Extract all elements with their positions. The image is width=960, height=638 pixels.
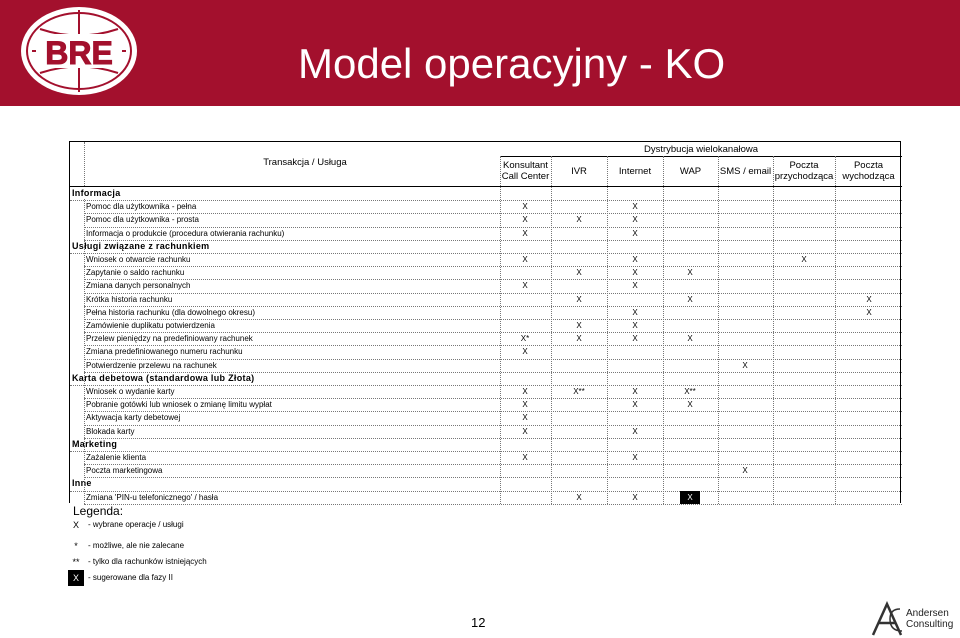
mark-cell: X — [632, 215, 638, 225]
row-label: Informacja o produkcie (procedura otwierania rachunku) — [86, 228, 285, 238]
mark-cell: X — [632, 400, 638, 410]
bre-logo-text: BRE — [45, 35, 113, 71]
section-rule — [70, 385, 902, 386]
row-label: Wniosek o wydanie karty — [86, 387, 175, 396]
column-rule — [663, 156, 664, 504]
label-column-rule — [84, 142, 85, 186]
mark-cell: X — [866, 294, 872, 304]
section-title: Inne — [72, 478, 92, 489]
row-rule — [84, 504, 902, 505]
row-rule — [84, 464, 902, 465]
column-header-4 — [663, 166, 718, 177]
mark-cell: X — [632, 387, 638, 396]
mark-cell: X** — [684, 387, 696, 396]
mark-cell: X — [522, 228, 528, 238]
column-header-6 — [773, 160, 835, 182]
mark-cell: X — [680, 491, 700, 504]
column-header-line: IVR — [571, 166, 587, 177]
mark-cell: X — [576, 321, 582, 330]
row-rule — [84, 411, 902, 412]
section-title: Usługi związane z rachunkiem — [72, 240, 210, 251]
mark-cell: X — [632, 202, 638, 212]
row-rule — [84, 438, 902, 439]
column-header-7 — [835, 160, 902, 182]
row-label: Zmiana 'PIN-u telefonicznego' / hasła — [86, 492, 219, 502]
column-header-line: SMS / email — [719, 166, 772, 177]
row-label: Krótka historia rachunku — [86, 294, 173, 304]
mark-cell: X — [687, 400, 693, 410]
legend-symbol: * — [74, 541, 78, 551]
section-rule — [70, 253, 902, 254]
group-header-rule — [500, 156, 902, 157]
row-label: Przelew pieniędzy na predefiniowany rachunek — [86, 334, 253, 344]
mark-cell: X — [522, 400, 528, 410]
mark-cell: X — [522, 215, 528, 225]
mark-cell: X — [576, 334, 582, 344]
operations-matrix — [69, 141, 901, 503]
legend-symbol: X — [68, 570, 84, 586]
row-label: Pomoc dla użytkownika - pełna — [86, 202, 197, 212]
row-label: Zapytanie o saldo rachunku — [86, 268, 185, 278]
mark-cell: X — [632, 228, 638, 238]
mark-cell: X — [687, 294, 693, 304]
row-rule — [84, 266, 902, 267]
mark-cell: X — [576, 492, 582, 502]
mark-cell: X — [632, 307, 638, 317]
mark-cell: X — [632, 321, 638, 330]
column-header-line: przychodząca — [774, 171, 834, 182]
section-title: Informacja — [72, 188, 121, 198]
column-header-5 — [718, 166, 773, 177]
row-rule — [84, 213, 902, 214]
row-rule — [84, 477, 902, 478]
section-rule — [70, 451, 902, 452]
column-header-line: WAP — [679, 166, 702, 177]
mark-cell: X — [687, 268, 693, 278]
mark-cell: X — [632, 453, 638, 462]
section-title: Marketing — [72, 438, 118, 449]
corner-label: Transakcja / Usługa — [263, 157, 347, 168]
legend-title: Legenda: — [73, 504, 124, 518]
mark-cell: X — [522, 426, 528, 436]
andersen-consulting-brand — [906, 608, 953, 630]
row-label: Pobranie gotówki lub wniosek o zmianę limitu wypłat — [86, 400, 272, 410]
column-header-line: Internet — [618, 166, 652, 177]
row-label: Blokada karty — [86, 426, 135, 436]
mark-cell: X** — [573, 387, 585, 396]
legend-text: - sugerowane dla fazy II — [88, 573, 173, 582]
row-label: Aktywacja karty debetowej — [86, 413, 181, 423]
row-label: Pełna historia rachunku (dla dowolnego okresu) — [86, 307, 255, 317]
column-header-2 — [551, 166, 607, 177]
mark-cell: X — [632, 255, 638, 264]
mark-cell: X — [632, 334, 638, 344]
row-label: Zmiana danych personalnych — [86, 281, 191, 291]
page-title: Model operacyjny - KO — [298, 40, 726, 87]
column-rule — [718, 156, 719, 504]
column-header-3 — [607, 166, 663, 177]
mark-cell: X — [522, 281, 528, 291]
title-banner — [0, 0, 960, 106]
page-number: 12 — [471, 615, 486, 630]
mark-cell: X — [632, 492, 638, 502]
mark-cell: X — [632, 268, 638, 278]
mark-cell: X — [866, 307, 872, 317]
header-rule — [70, 186, 902, 187]
row-rule — [84, 425, 902, 426]
legend-text: - możliwe, ale nie zalecane — [88, 541, 185, 550]
legend-text: - tylko dla rachunków istniejących — [88, 557, 207, 566]
row-label: Zmiana predefiniowanego numeru rachunku — [86, 347, 243, 357]
row-rule — [84, 279, 902, 280]
column-rule — [551, 156, 552, 504]
row-label: Zamówienie duplikatu potwierdzenia — [86, 321, 215, 330]
row-label: Wniosek o otwarcie rachunku — [86, 255, 191, 264]
mark-cell: X* — [520, 334, 530, 344]
mark-cell: X — [632, 426, 638, 436]
column-rule — [773, 156, 774, 504]
row-rule — [84, 293, 902, 294]
mark-cell: X — [522, 453, 528, 462]
legend-symbol: ** — [72, 557, 80, 567]
column-header-1 — [500, 160, 551, 182]
column-rule — [607, 156, 608, 504]
mark-cell: X — [742, 360, 748, 370]
brand-line-2: Consulting — [906, 619, 954, 630]
bre-logo-icon — [18, 4, 140, 98]
mark-cell: X — [687, 334, 693, 344]
column-rule — [835, 156, 836, 504]
column-header-line: Poczta — [789, 160, 819, 171]
column-header-line: Poczta — [853, 160, 884, 171]
mark-cell: X — [522, 387, 528, 396]
section-title: Karta debetowa (standardowa lub Złota) — [72, 372, 255, 383]
row-indent-rule — [84, 199, 85, 504]
row-label: Pomoc dla użytkownika - prosta — [86, 215, 199, 225]
mark-cell: X — [632, 281, 638, 291]
row-label: Potwierdzenie przelewu na rachunek — [86, 360, 217, 370]
mark-cell: X — [742, 466, 748, 476]
legend-text: - wybrane operacje / usługi — [88, 520, 184, 529]
column-header-line: Call Center — [501, 171, 550, 182]
column-header-line: Konsultant — [503, 160, 548, 171]
mark-cell: X — [801, 255, 807, 264]
mark-cell: X — [576, 294, 582, 304]
column-rule — [500, 156, 501, 504]
brand-line-1: Andersen — [906, 608, 949, 619]
legend-symbol: X — [72, 520, 79, 530]
row-label: Zażalenie klienta — [86, 453, 147, 462]
mark-cell: X — [522, 413, 528, 423]
row-label: Poczta marketingowa — [86, 466, 163, 476]
mark-cell: X — [522, 255, 528, 264]
mark-cell: X — [576, 268, 582, 278]
mark-cell: X — [576, 215, 582, 225]
column-header-line: wychodząca — [842, 171, 895, 182]
mark-cell: X — [522, 347, 528, 357]
group-header: Dystrybucja wielokanałowa — [643, 144, 759, 155]
mark-cell: X — [522, 202, 528, 212]
